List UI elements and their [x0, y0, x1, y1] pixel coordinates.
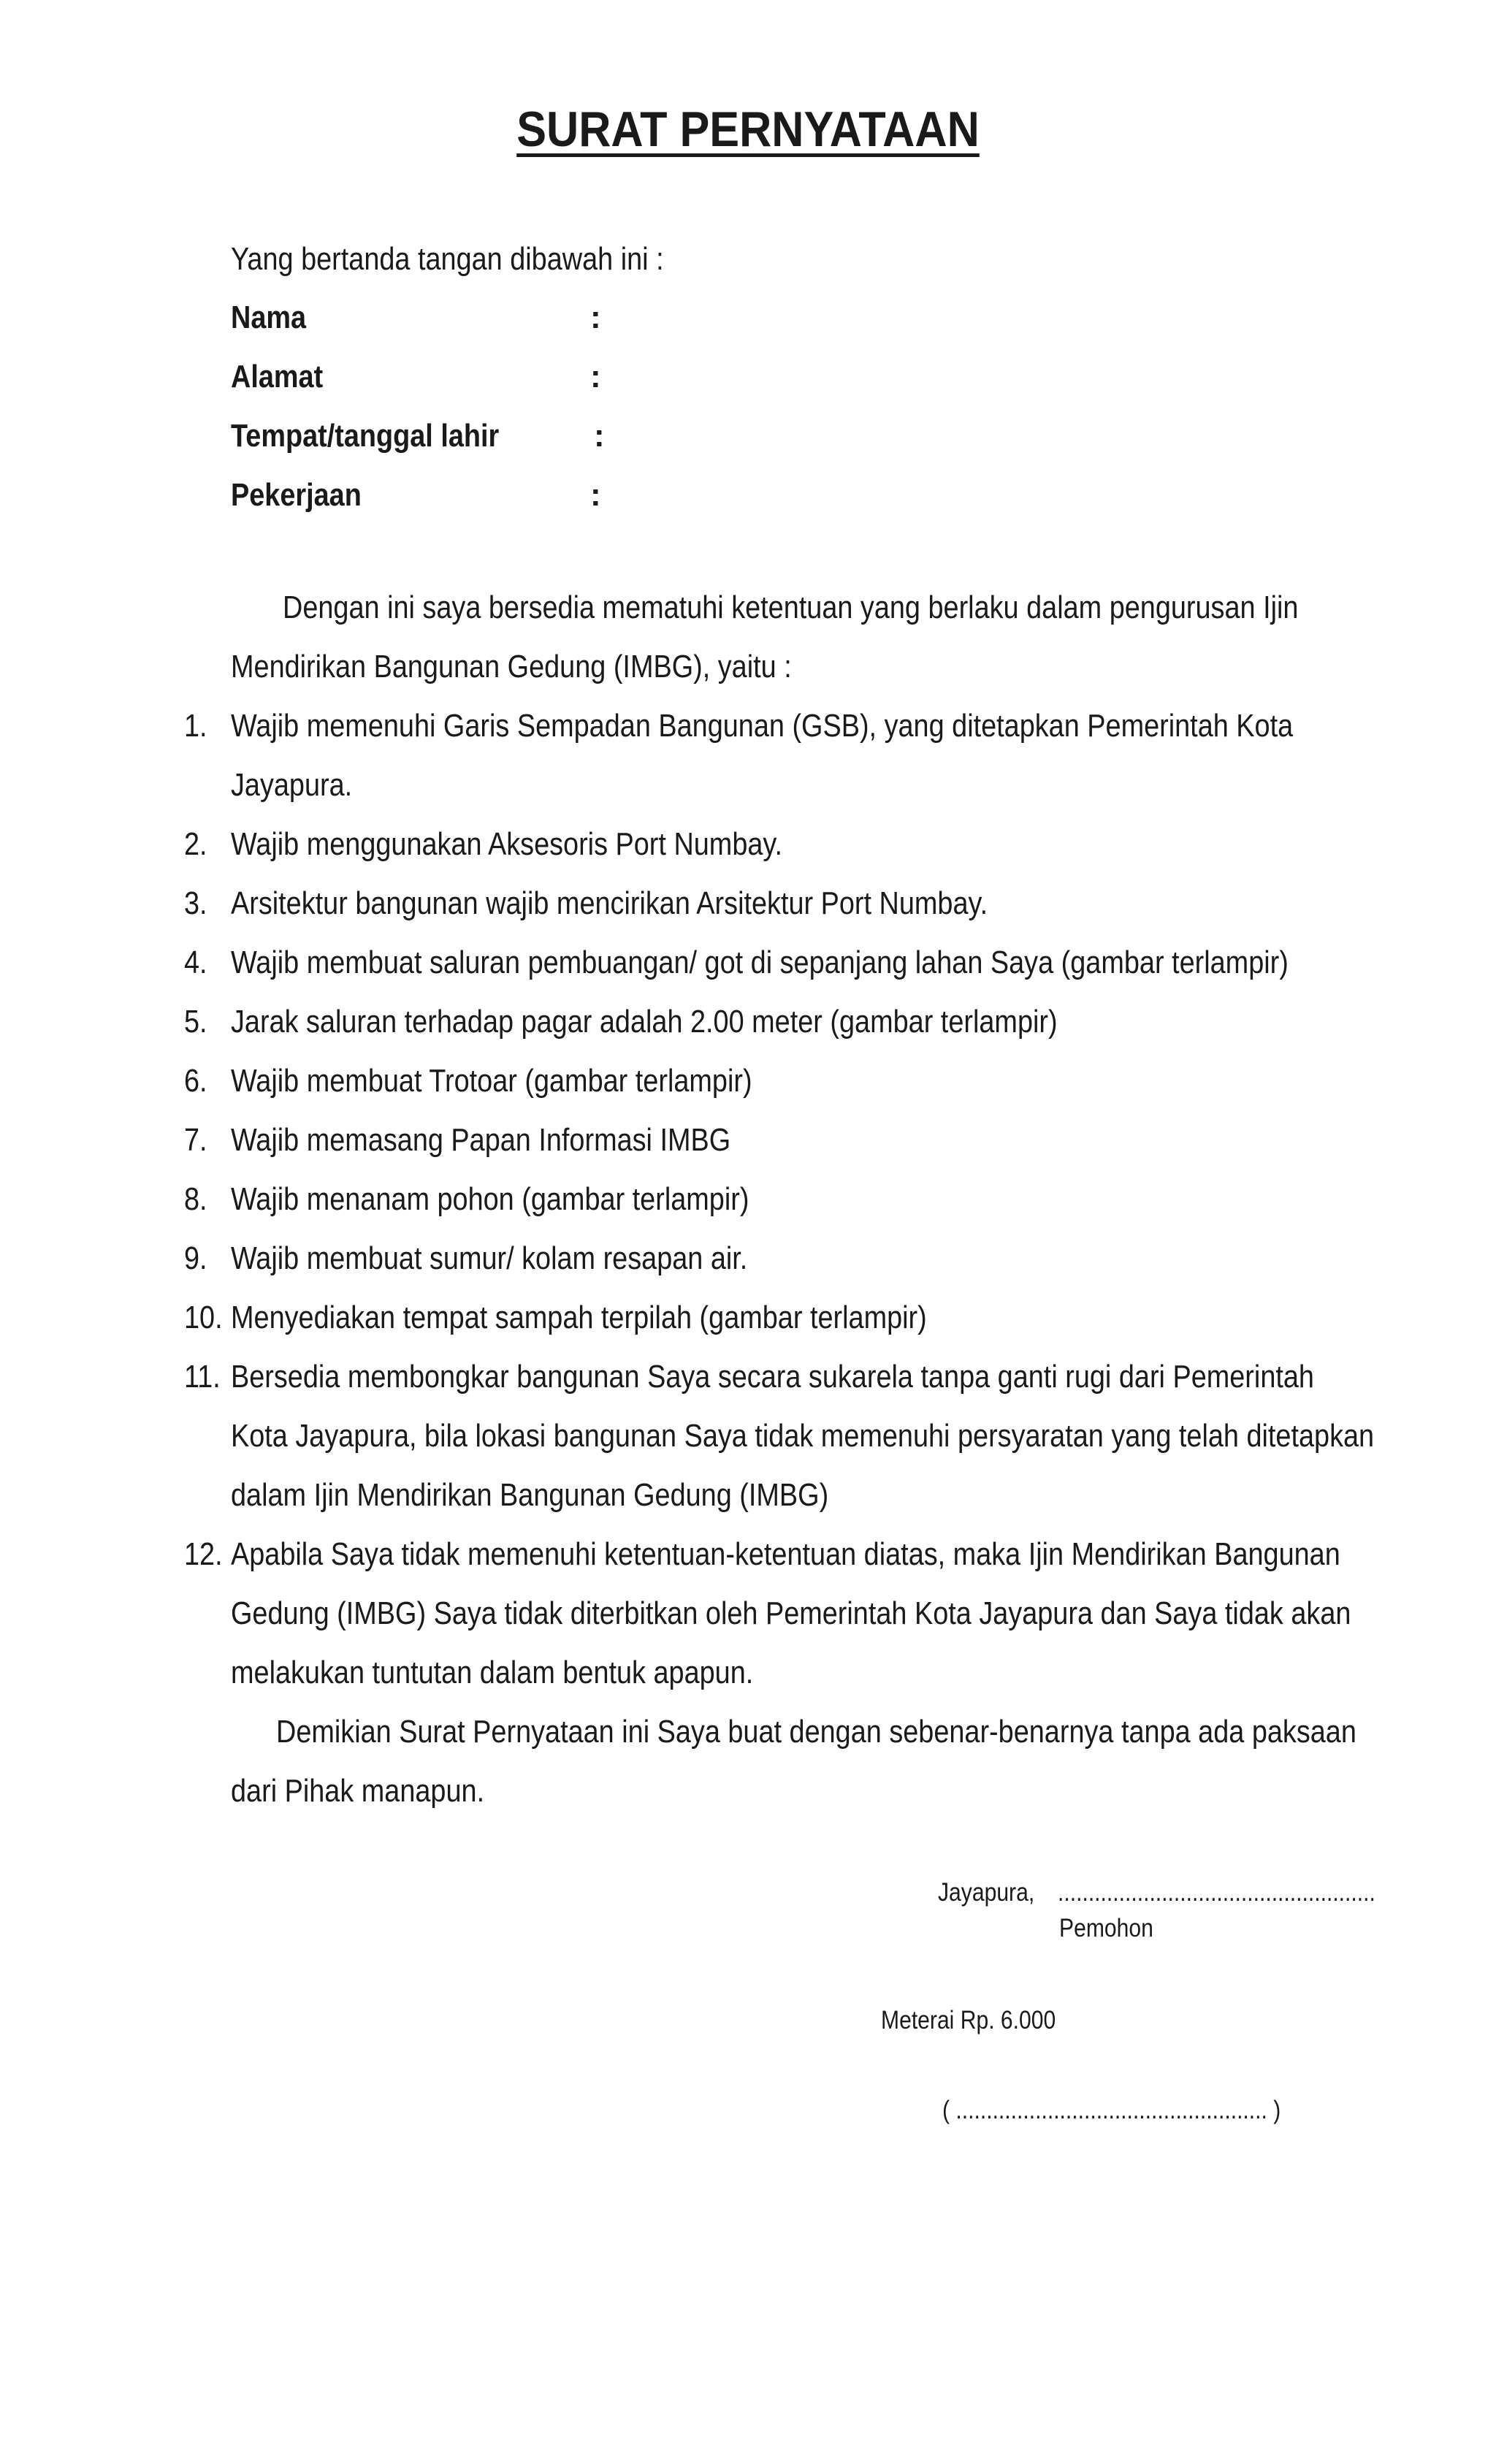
- statement-line: Mendirikan Bangunan Gedung (IMBG), yaitu :: [231, 649, 792, 684]
- signature-date-dots: ....................................................: [1058, 1878, 1375, 1907]
- field-colon-alamat: :: [590, 359, 601, 394]
- closing-line: dari Pihak manapun.: [231, 1773, 485, 1809]
- list-item-text: Kota Jayapura, bila lokasi bangunan Saya tidak memenuhi persyaratan yang telah ditetapkan: [231, 1418, 1375, 1454]
- list-item-text: Wajib memasang Papan Informasi IMBG: [231, 1122, 731, 1158]
- list-item-text: Jarak saluran terhadap pagar adalah 2.00 meter (gambar terlampir): [231, 1004, 1058, 1040]
- list-item-text: Wajib membuat saluran pembuangan/ got di sepanjang lahan Saya (gambar terlampir): [231, 945, 1289, 980]
- signature-name-placeholder: ( ................................................... ): [942, 2096, 1281, 2124]
- list-item-text: Bersedia membongkar bangunan Saya secara sukarela tanpa ganti rugi dari Pemerintah: [231, 1359, 1314, 1395]
- field-label-pekerjaan: Pekerjaan: [231, 477, 362, 513]
- list-item-number: 6.: [184, 1063, 207, 1099]
- field-label-alamat: Alamat: [231, 359, 324, 394]
- list-item-text: Wajib membuat Trotoar (gambar terlampir): [231, 1063, 752, 1099]
- list-item-text: Wajib memenuhi Garis Sempadan Bangunan (GSB), yang ditetapkan Pemerintah Kota: [231, 708, 1294, 744]
- list-item-text: dalam Ijin Mendirikan Bangunan Gedung (IMBG): [231, 1477, 829, 1513]
- list-item-number: 8.: [184, 1181, 207, 1217]
- list-item-text: Wajib membuat sumur/ kolam resapan air.: [231, 1240, 748, 1276]
- stamp-duty-label: Meterai Rp. 6.000: [881, 2006, 1056, 2034]
- list-item-number: 12.: [184, 1536, 223, 1572]
- list-item-number: 1.: [184, 708, 207, 744]
- list-item-number: 2.: [184, 826, 207, 862]
- list-item-text: Menyediakan tempat sampah terpilah (gambar terlampir): [231, 1300, 927, 1335]
- list-item-text: Wajib menanam pohon (gambar terlampir): [231, 1181, 749, 1217]
- signature-place: Jayapura,: [938, 1878, 1035, 1907]
- list-item-text: Arsitektur bangunan wajib mencirikan Arsitektur Port Numbay.: [231, 885, 988, 921]
- list-item-text: Wajib menggunakan Aksesoris Port Numbay.: [231, 826, 783, 862]
- list-item-text: melakukan tuntutan dalam bentuk apapun.: [231, 1655, 754, 1690]
- list-item-number: 9.: [184, 1240, 207, 1276]
- signature-role: Pemohon: [1059, 1914, 1153, 1942]
- field-colon-ttl: :: [594, 418, 605, 454]
- document-title: SURAT PERNYATAAN: [516, 102, 980, 157]
- closing-line: Demikian Surat Pernyataan ini Saya buat dengan sebenar-benarnya tanpa ada paksaan: [276, 1714, 1356, 1750]
- field-label-ttl: Tempat/tanggal lahir: [231, 418, 500, 454]
- statement-line: Dengan ini saya bersedia mematuhi ketentuan yang berlaku dalam pengurusan Ijin: [283, 590, 1299, 625]
- list-item-text: Gedung (IMBG) Saya tidak diterbitkan oleh Pemerintah Kota Jayapura dan Saya tidak akan: [231, 1595, 1351, 1631]
- list-item-number: 10.: [184, 1300, 223, 1335]
- list-item-number: 4.: [184, 945, 207, 980]
- list-item-text: Apabila Saya tidak memenuhi ketentuan-ketentuan diatas, maka Ijin Mendirikan Bangunan: [231, 1536, 1340, 1572]
- list-item-number: 11.: [184, 1359, 221, 1395]
- list-item-number: 5.: [184, 1004, 207, 1040]
- field-colon-pekerjaan: :: [590, 477, 601, 513]
- list-item-number: 7.: [184, 1122, 207, 1158]
- list-item-number: 3.: [184, 885, 207, 921]
- intro-text: Yang bertanda tangan dibawah ini :: [231, 241, 664, 277]
- field-colon-nama: :: [590, 300, 601, 335]
- field-label-nama: Nama: [231, 300, 307, 335]
- list-item-text: Jayapura.: [231, 767, 353, 803]
